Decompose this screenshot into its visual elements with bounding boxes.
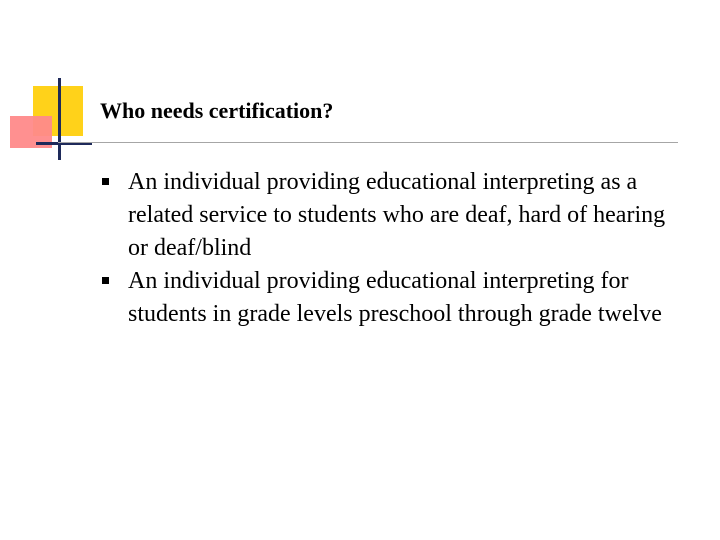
- bullet-item: [100, 265, 690, 331]
- title-underline-rule: [58, 142, 678, 143]
- bullet-text: An individual providing educational interpreting for students in grade levels preschool through grade twelve: [128, 268, 662, 327]
- slide-title: Who needs certification?: [100, 98, 334, 123]
- bullet-item: [100, 166, 690, 265]
- bullet-list: [100, 166, 690, 331]
- square-bullet-icon: [102, 178, 109, 185]
- square-bullet-icon: [102, 277, 109, 284]
- corner-decoration-vertical-line: [58, 78, 61, 160]
- bullet-text: An individual providing educational interpreting as a related service to students who are deaf, hard of hearing or deaf/blind: [128, 169, 666, 261]
